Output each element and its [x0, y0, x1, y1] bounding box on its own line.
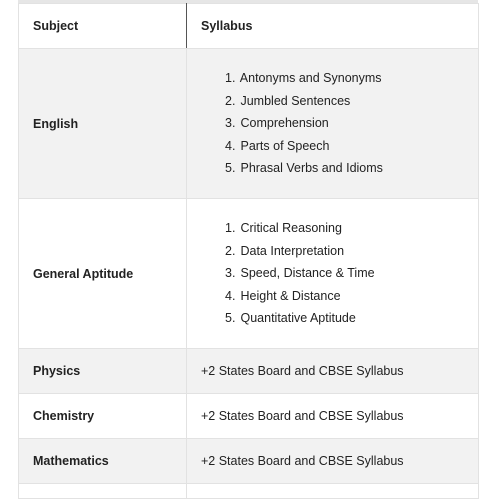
- topic-item: [225, 240, 478, 262]
- topic-item: [225, 217, 478, 239]
- subject-cell: [19, 484, 187, 499]
- topic-list: [201, 67, 478, 179]
- topic-text: Quantitative Aptitude: [240, 311, 356, 326]
- topic-number: 2.: [225, 93, 236, 108]
- topic-text: Height & Distance: [240, 288, 341, 303]
- table-row-mathematics: [19, 439, 479, 484]
- topic-text: Phrasal Verbs and Idioms: [240, 161, 383, 176]
- syllabus-cell: +2 States Board and CBSE Syllabus: [187, 349, 479, 394]
- topic-number: 4.: [225, 288, 236, 303]
- header-syllabus: Syllabus: [187, 4, 479, 49]
- topic-text: Antonyms and Synonyms: [239, 71, 382, 86]
- topic-item: [225, 112, 478, 134]
- topic-text: Parts of Speech: [240, 138, 330, 153]
- topic-number: 5.: [225, 161, 236, 176]
- syllabus-cell: [187, 49, 479, 199]
- topic-number: 5.: [225, 311, 236, 326]
- topic-item: [225, 135, 478, 157]
- topic-item: [225, 307, 478, 329]
- topic-item: [225, 67, 478, 89]
- subject-cell: Mathematics: [19, 439, 187, 484]
- topic-number: 4.: [225, 138, 236, 153]
- table-row-general-aptitude: [19, 199, 479, 349]
- table-row-chemistry: [19, 394, 479, 439]
- topic-text: Jumbled Sentences: [240, 93, 351, 108]
- topic-number: 3.: [225, 116, 236, 131]
- syllabus-cell: +2 States Board and CBSE Syllabus: [187, 394, 479, 439]
- topic-item: [225, 285, 478, 307]
- table-row-english: [19, 49, 479, 199]
- topic-text: Comprehension: [240, 116, 329, 131]
- topic-number: 1.: [225, 221, 236, 236]
- subject-cell: Physics: [19, 349, 187, 394]
- topic-list: [201, 217, 478, 329]
- syllabus-cell: +2 States Board and CBSE Syllabus: [187, 439, 479, 484]
- topic-text: Speed, Distance & Time: [240, 266, 375, 281]
- subject-cell: Chemistry: [19, 394, 187, 439]
- syllabus-cell: [187, 199, 479, 349]
- subject-cell: English: [19, 49, 187, 199]
- topic-number: 1.: [225, 71, 236, 86]
- header-subject: Subject: [19, 4, 187, 49]
- topic-number: 2.: [225, 243, 236, 258]
- topic-item: [225, 262, 478, 284]
- topic-number: 3.: [225, 266, 236, 281]
- syllabus-table: [18, 3, 479, 499]
- topic-item: [225, 157, 478, 179]
- topic-item: [225, 90, 478, 112]
- subject-cell: General Aptitude: [19, 199, 187, 349]
- syllabus-cell: [187, 484, 479, 499]
- topic-text: Data Interpretation: [240, 243, 345, 258]
- table-header-row: [19, 4, 479, 49]
- topic-text: Critical Reasoning: [240, 221, 342, 236]
- table-row-physics: [19, 349, 479, 394]
- table-row-partial: [19, 484, 479, 499]
